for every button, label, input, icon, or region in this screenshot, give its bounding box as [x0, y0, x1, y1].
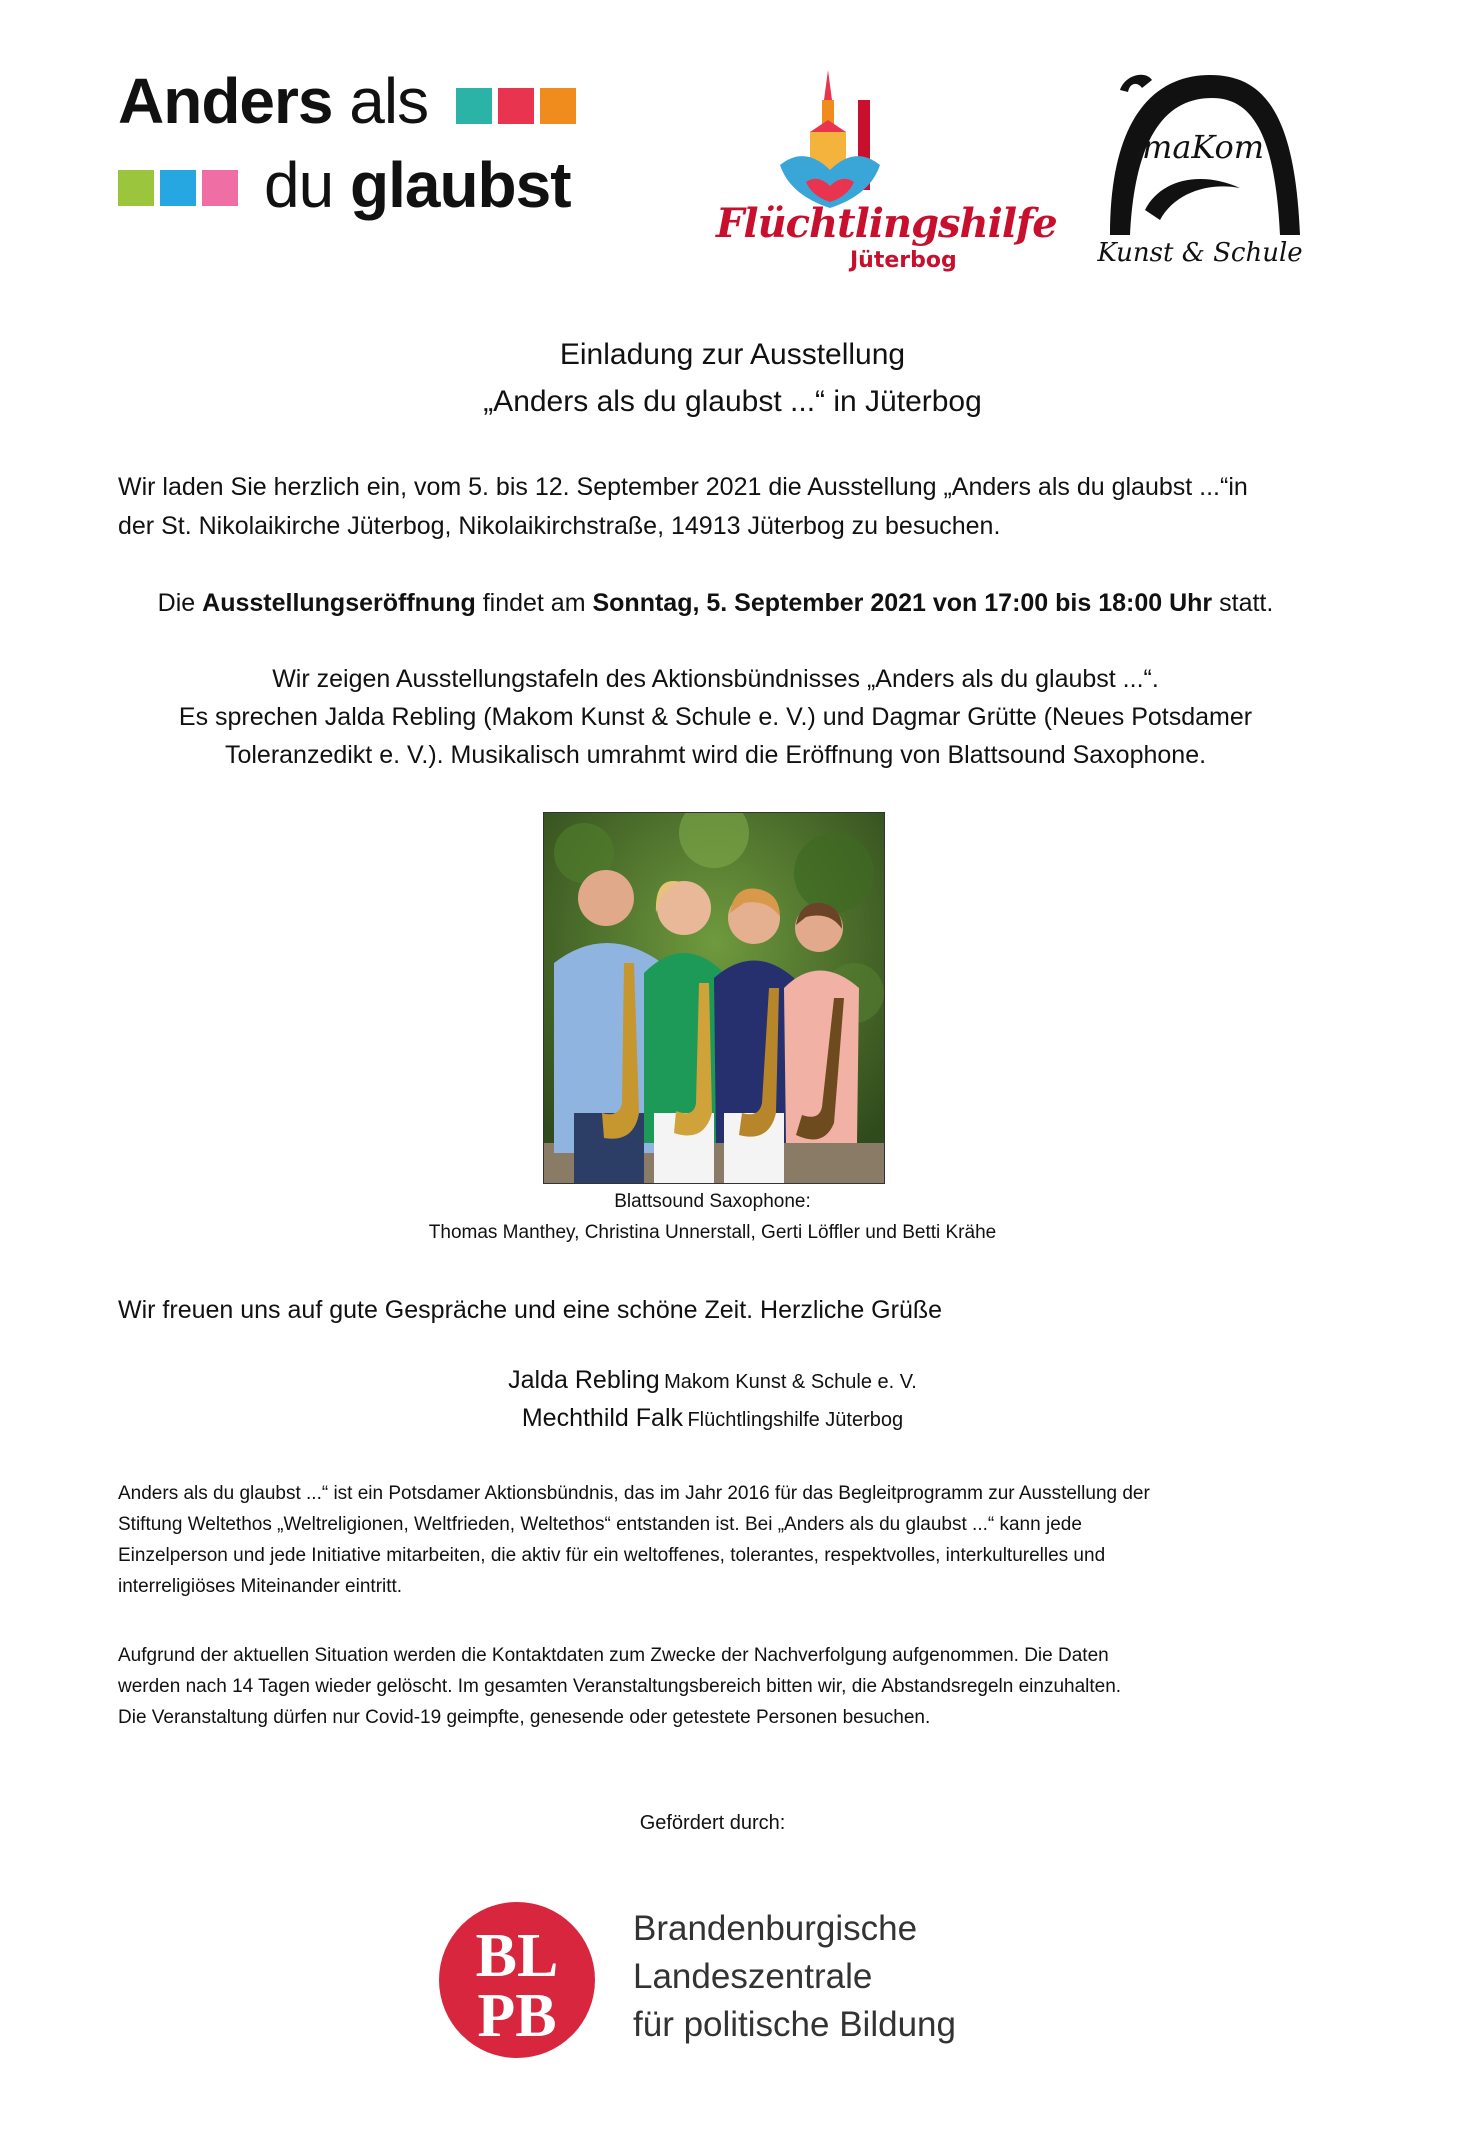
photo-caption-title: Blattsound Saxophone: [614, 1191, 811, 1212]
church-tower-icon [710, 70, 970, 210]
svg-text:PB: PB [477, 1982, 557, 2050]
logo-square-teal [456, 88, 492, 124]
band-photo-illustration [544, 813, 884, 1183]
logo-word-als: als [349, 65, 429, 137]
page-subtitle: „Anders als du glaubst ...“ in Jüterbog [483, 385, 982, 418]
logo-square-green [118, 170, 154, 206]
program-paragraph [118, 660, 1313, 774]
covid-line-2: werden nach 14 Tagen wieder gelöscht. Im gesamten Veranstaltungsbereich bitten wir, die Abstandsregeln einzuhalten. [118, 1676, 1122, 1697]
program-line-3: Toleranzedikt e. V.). Musikalisch umrahmt wird die Eröffnung von Blattsound Saxophone. [224, 741, 1207, 769]
about-paragraph [118, 1478, 1348, 1602]
makom-logo [1090, 70, 1310, 280]
opening-paragraph [118, 584, 1313, 622]
signature-1-name: Jalda Rebling [508, 1366, 660, 1394]
fluechtlingshilfe-wordmark: Flüchtlingshilfe [716, 200, 1057, 247]
blpb-line-3: für politische Bildung [633, 2005, 956, 2044]
logo-square-orange [540, 88, 576, 124]
logo-word-glaubst: glaubst [349, 149, 571, 221]
photo-caption [0, 1186, 1425, 1248]
about-line-4: interreligiöses Miteinander eintritt. [118, 1576, 403, 1597]
signature-1 [0, 1366, 1425, 1395]
intro-paragraph [118, 468, 1348, 546]
blpb-line-2: Landeszentrale [633, 1957, 873, 1996]
blpb-circle-icon [437, 1900, 597, 2060]
about-line-1: Anders als du glaubst ...“ ist ein Potsdamer Aktionsbündnis, das im Jahr 2016 für das Begleitprogramm zur Ausstellung der [118, 1483, 1150, 1504]
blpb-line-1: Brandenburgische [633, 1909, 918, 1948]
anders-als-du-glaubst-logo [118, 66, 588, 226]
about-line-2: Stiftung Weltethos „Weltreligionen, Weltfrieden, Weltethos“ entstanden ist. Bei „Anders als du glaubst ...“ kann jede [118, 1514, 1082, 1535]
logo-word-du: du [264, 149, 334, 221]
signature-2-org: Flüchtlingshilfe Jüterbog [687, 1409, 904, 1431]
photo-caption-names: Thomas Manthey, Christina Unnerstall, Gerti Löffler und Betti Krähe [428, 1222, 997, 1243]
signature-2-name: Mechthild Falk [521, 1404, 684, 1432]
makom-wordmark: maKom [1142, 128, 1265, 166]
about-line-3: Einzelperson und jede Initiative mitarbeiten, die aktiv für ein weltoffenes, tolerantes, respektvolles, interkulturelles und [118, 1545, 1106, 1566]
opening-post: statt. [1212, 589, 1274, 617]
logo-word-anders: Anders [118, 65, 333, 137]
intro-line-1: Wir laden Sie herzlich ein, vom 5. bis 12. September 2021 die Ausstellung „Anders als du glaubst ...“in [118, 473, 1248, 501]
closing-line: Wir freuen uns auf gute Gespräche und eine schöne Zeit. Herzliche Grüße [118, 1296, 943, 1324]
blpb-name [633, 1905, 956, 2049]
opening-pre: Die [157, 589, 203, 617]
program-line-2: Es sprechen Jalda Rebling (Makom Kunst & Schule e. V.) und Dagmar Grütte (Neues Potsdamer [178, 703, 1253, 731]
signature-1-org: Makom Kunst & Schule e. V. [664, 1371, 917, 1393]
funded-by-label: Gefördert durch: [639, 1812, 786, 1834]
fluechtlingshilfe-place: Jüterbog [850, 248, 957, 273]
band-photo [543, 812, 885, 1184]
intro-line-2: der St. Nikolaikirche Jüterbog, Nikolaikirchstraße, 14913 Jüterbog zu besuchen. [118, 512, 1001, 540]
logo-square-red [498, 88, 534, 124]
fluechtlingshilfe-logo [710, 70, 1057, 285]
covid-line-3: Die Veranstaltung dürfen nur Covid-19 geimpfte, genesende oder getestete Personen besuchen. [118, 1707, 931, 1728]
makom-subtitle: Kunst & Schule [1097, 238, 1303, 268]
page-title: Einladung zur Ausstellung [559, 338, 906, 371]
blpb-logo [437, 1900, 597, 2060]
covid-paragraph [118, 1640, 1348, 1733]
logo-square-pink [202, 170, 238, 206]
signature-2 [0, 1404, 1425, 1433]
logo-square-blue [160, 170, 196, 206]
covid-line-1: Aufgrund der aktuellen Situation werden die Kontaktdaten zum Zwecke der Nachverfolgung aufgenommen. Die Daten [118, 1645, 1109, 1666]
opening-mid: findet am [475, 589, 593, 617]
program-line-1: Wir zeigen Ausstellungstafeln des Aktionsbündnisses „Anders als du glaubst ...“. [272, 665, 1159, 693]
svg-text:BL: BL [475, 1922, 559, 1990]
opening-bold-1: Ausstellungseröffnung [202, 589, 476, 617]
opening-bold-2: Sonntag, 5. September 2021 von 17:00 bis 18:00 Uhr [592, 589, 1213, 617]
